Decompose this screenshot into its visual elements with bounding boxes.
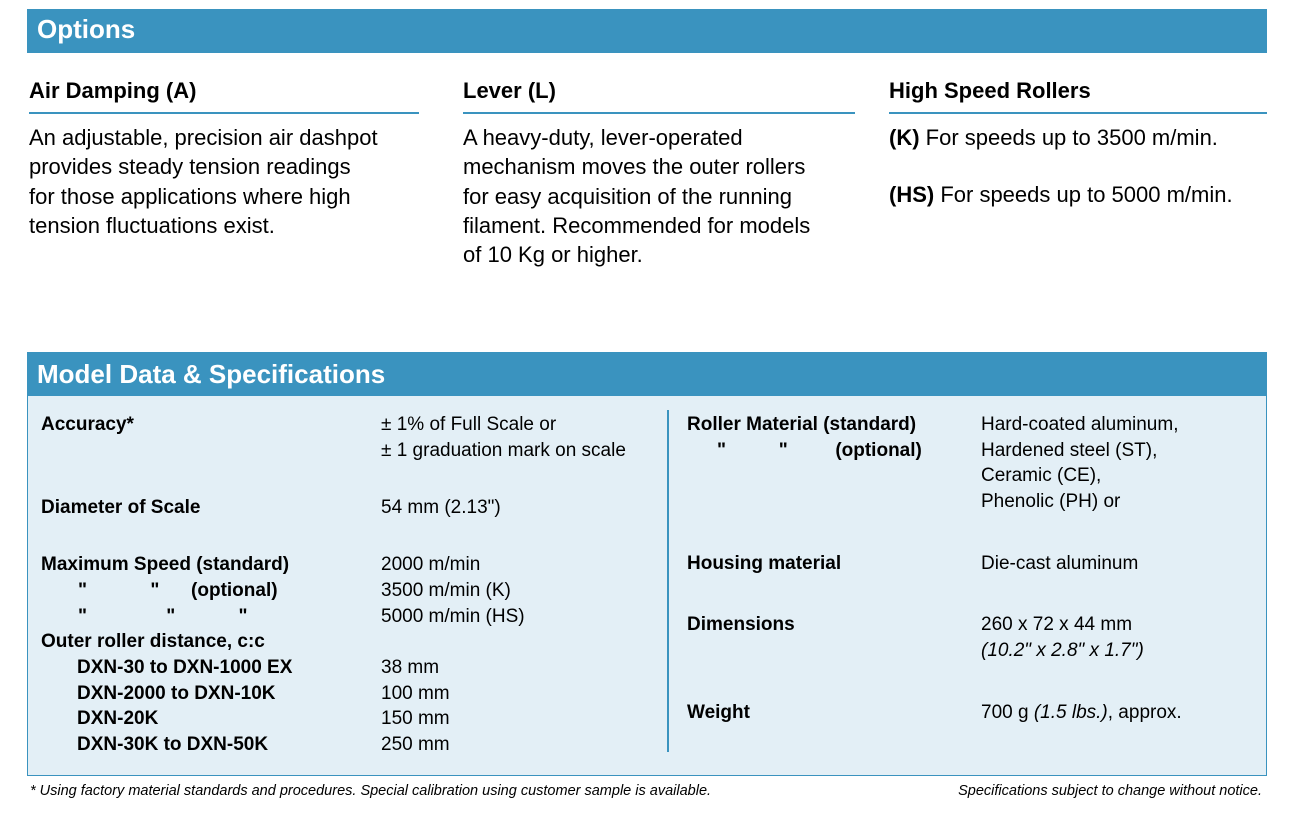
hs-roller-line (889, 180, 1267, 209)
weight-approx: , approx. (1107, 702, 1182, 723)
lever-line: mechanism moves the outer rollers (463, 154, 806, 180)
distance-model: DXN-30 to DXN-1000 EX (77, 657, 293, 678)
max-speed-value: 3500 m/min (K) (381, 580, 511, 601)
max-speed-label: " " " (78, 606, 248, 627)
weight-imperial: (1.5 lbs.) (1033, 702, 1108, 723)
distance-model: DXN-2000 to DXN-10K (77, 683, 276, 704)
lever-line: filament. Recommended for models (463, 212, 811, 238)
distance-value: 38 mm (381, 657, 440, 678)
change-notice: Specifications subject to change without notice. (958, 783, 1262, 799)
distance-value: 100 mm (381, 683, 450, 704)
lever-line: A heavy-duty, lever-operated (463, 125, 743, 150)
lever-heading: Lever (L) (463, 76, 855, 114)
dimensions-label: Dimensions (687, 614, 795, 635)
air-damping-section (29, 76, 419, 240)
air-damping-line: An adjustable, precision air dashpot (29, 125, 378, 150)
weight-value (981, 700, 1182, 726)
housing-material-label: Housing material (687, 553, 842, 574)
max-speed-label: Maximum Speed (standard) (41, 554, 290, 575)
distance-model: DXN-30K to DXN-50K (77, 734, 269, 755)
roller-material-label: " " (optional) (717, 440, 922, 461)
high-speed-rollers-heading: High Speed Rollers (889, 76, 1267, 114)
k-roller-line (889, 123, 1267, 152)
dimensions-value: 260 x 72 x 44 mm (981, 614, 1133, 635)
hs-roller-code: (HS) (889, 182, 935, 208)
lever-section (463, 76, 855, 269)
roller-material-value: Phenolic (PH) or (981, 491, 1121, 512)
air-damping-line: for those applications where high (29, 183, 351, 209)
roller-distance-label: Outer roller distance, c:c (41, 631, 265, 652)
max-speed-value: 5000 m/min (HS) (381, 606, 525, 627)
k-roller-text: For speeds up to 3500 m/min. (919, 125, 1218, 150)
weight-metric: 700 g (981, 702, 1034, 723)
specs-banner (27, 352, 1267, 396)
distance-value: 250 mm (381, 734, 450, 755)
high-speed-rollers-section (889, 76, 1267, 210)
accuracy-label: Accuracy* (41, 414, 134, 435)
specs-title: Model Data & Specifications (37, 359, 386, 389)
air-damping-line: tension fluctuations exist. (29, 212, 275, 238)
max-speed-label: " " (optional) (78, 580, 278, 601)
roller-material-value: Hard-coated aluminum, (981, 414, 1179, 435)
air-damping-line: provides steady tension readings (29, 154, 351, 180)
scale-diameter-value: 54 mm (2.13") (381, 497, 501, 518)
max-speed-value: 2000 m/min (381, 554, 481, 575)
hs-roller-text: For speeds up to 5000 m/min. (934, 182, 1233, 208)
distance-value: 150 mm (381, 708, 450, 729)
scale-diameter-label: Diameter of Scale (41, 497, 201, 518)
roller-material-value: Hardened steel (ST), (981, 440, 1158, 461)
dimensions-imperial-value: (10.2" x 2.8" x 1.7") (981, 640, 1144, 661)
specs-column-divider (667, 410, 669, 752)
distance-model: DXN-20K (77, 708, 159, 729)
options-banner (27, 9, 1267, 53)
air-damping-heading: Air Damping (A) (29, 76, 419, 114)
housing-material-value: Die-cast aluminum (981, 553, 1139, 574)
accuracy-value: ± 1% of Full Scale or (381, 414, 557, 435)
calibration-footnote: * Using factory material standards and procedures. Special calibration using customer sample is available. (30, 783, 712, 799)
k-roller-code: (K) (889, 125, 920, 150)
roller-material-label: Roller Material (standard) (687, 414, 917, 435)
lever-line: of 10 Kg or higher. (463, 242, 643, 268)
options-title: Options (37, 14, 136, 44)
lever-line: for easy acquisition of the running (463, 183, 792, 209)
accuracy-value: ± 1 graduation mark on scale (381, 440, 626, 461)
weight-label: Weight (687, 702, 750, 723)
roller-material-value: Ceramic (CE), (981, 465, 1102, 486)
